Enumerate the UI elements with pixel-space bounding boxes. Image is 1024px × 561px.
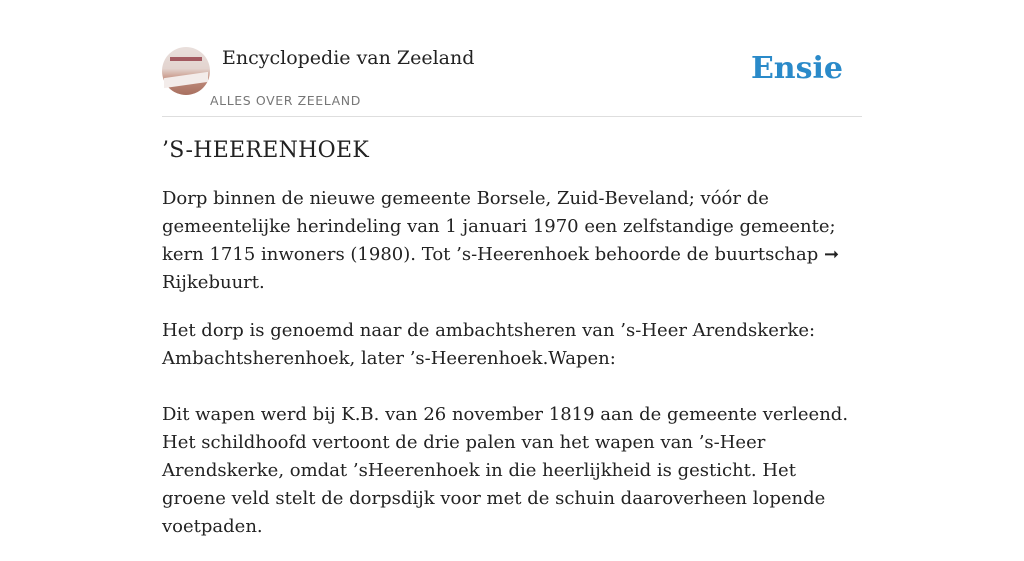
- paragraph-text: Dorp binnen de nieuwe gemeente Borsele, Zuid-Beveland; vóór de gemeentelijke herindeling van 1 januari 1970 een zelfstandige gemeente; kern 1715 inwoners (1980). Tot ’s-Heerenhoek behoorde de buurtschap: [162, 188, 836, 265]
- article-content: [162, 138, 862, 561]
- arrow-right-icon: ➞: [823, 244, 840, 265]
- article-paragraph-1: [162, 185, 862, 297]
- article-paragraph-2: Het dorp is genoemd naar de ambachtsheren van ’s-Heer Arendskerke: Ambachtsherenhoek, later ’s-Heerenhoek.Wapen:: [162, 320, 816, 369]
- site-header: [162, 44, 862, 117]
- avatar-band: [170, 57, 202, 61]
- paragraph-text-end: .: [259, 272, 265, 293]
- article-paragraph-3: Dit wapen werd bij K.B. van 26 november 1819 aan de gemeente verleend. Het schildhoofd vertoont de drie palen van het wapen van ’s-Heer Arendskerke, omdat ’sHeerenhoek in die heerlijkheid is gesticht. Het groene veld stelt de dorpsdijk voor met de schuin daaroverheen lopende voetpaden.: [162, 404, 849, 537]
- site-avatar[interactable]: [162, 47, 210, 95]
- page-title: ’S-HEERENHOEK: [162, 138, 370, 163]
- site-title[interactable]: Encyclopedie van Zeeland: [222, 47, 475, 69]
- ensie-logo-link[interactable]: Ensie: [750, 51, 843, 86]
- site-subtitle: ALLES OVER ZEELAND: [210, 93, 361, 108]
- rijkebuurt-link[interactable]: Rijkebuurt: [162, 272, 259, 293]
- avatar-book: [164, 72, 208, 88]
